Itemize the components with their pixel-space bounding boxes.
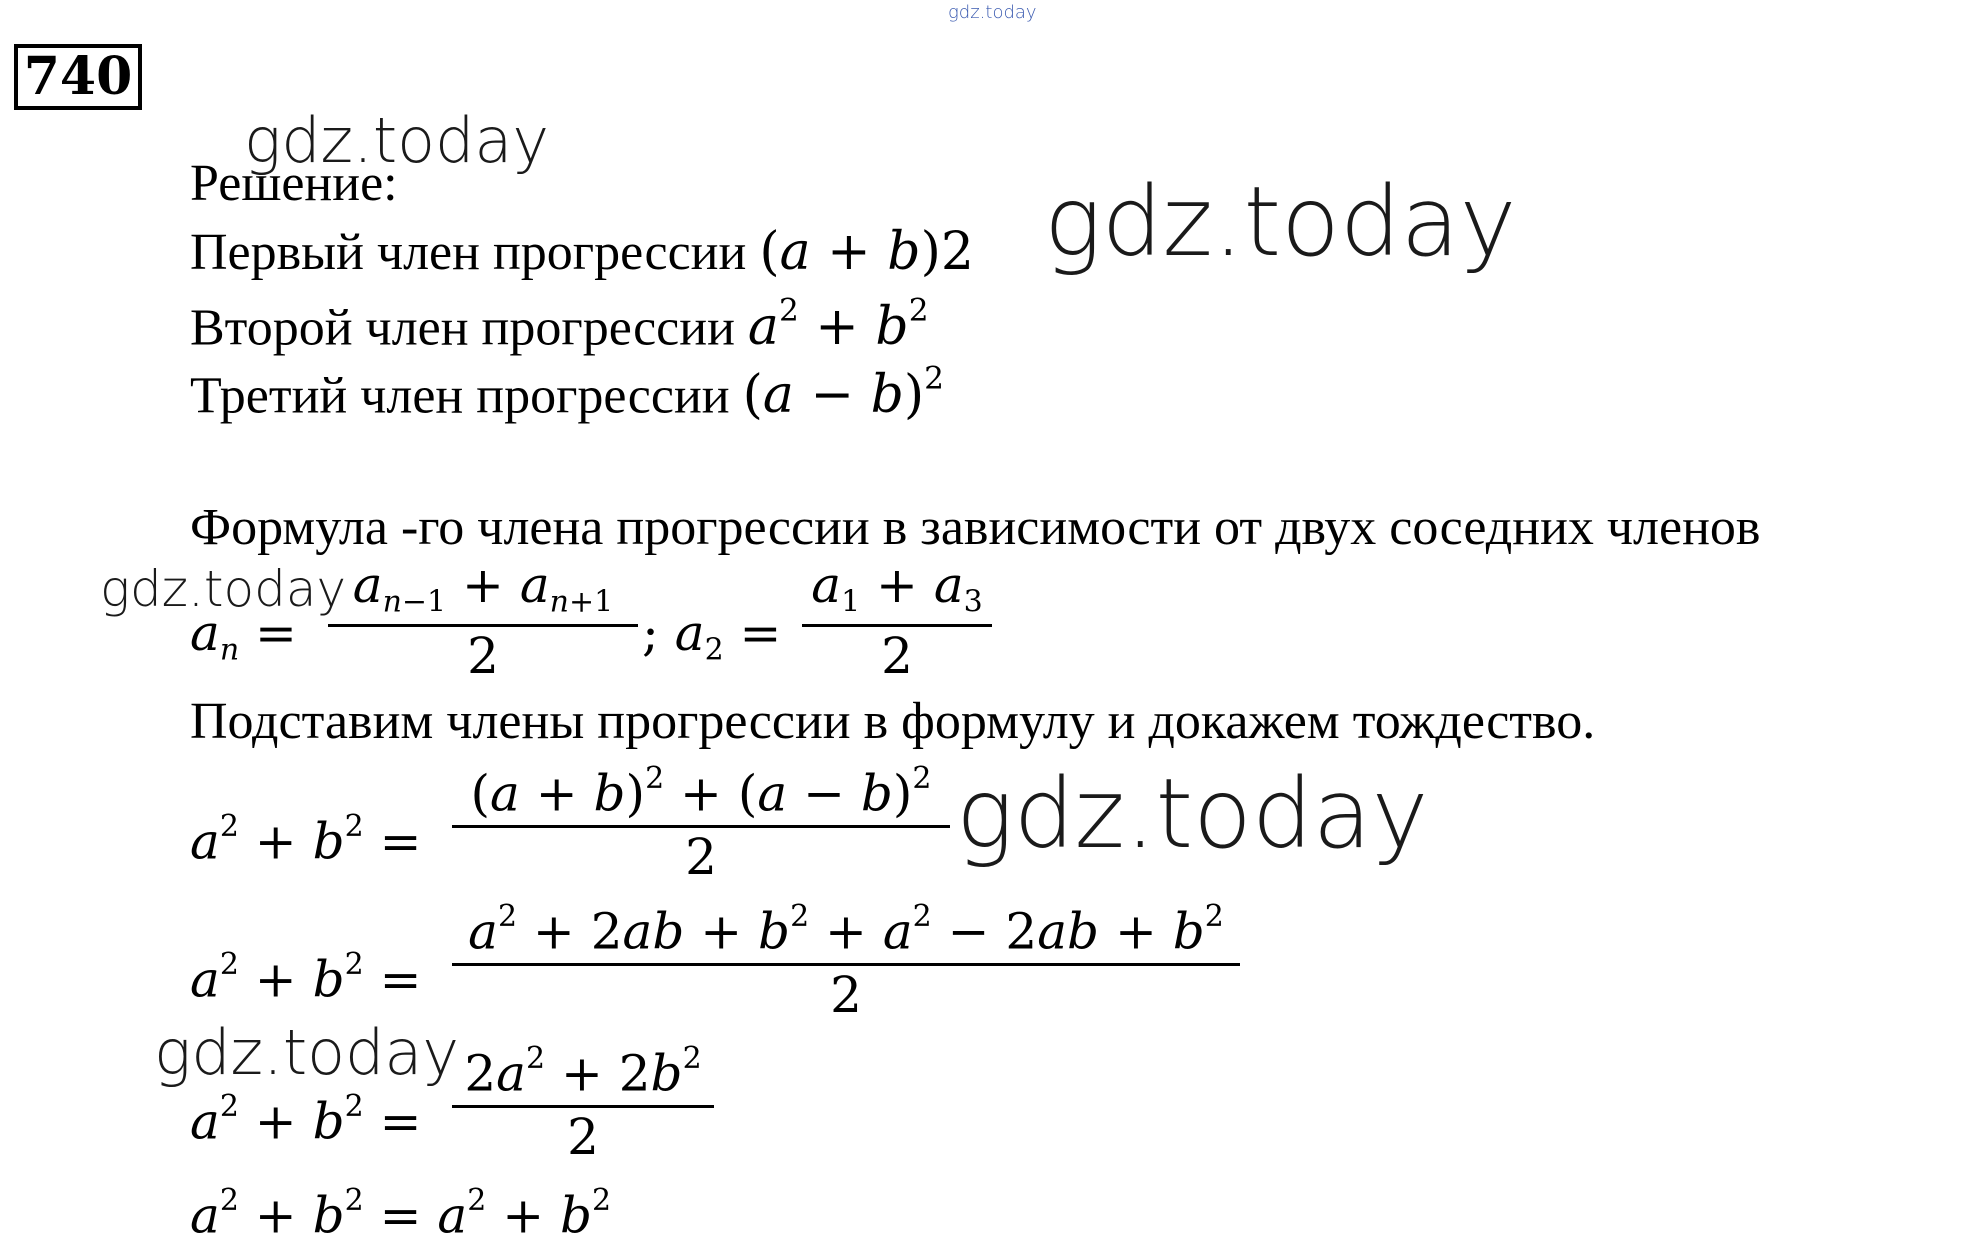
watermark: gdz.today [154,1016,460,1089]
term-line-3 [190,361,944,426]
formula-a2-fraction [802,556,992,685]
eq2-numerator: $a^2 + 2ab + b^2 + a^2 - 2ab + b^2$ [468,899,1224,961]
watermark-top: gdz.today [948,2,1037,23]
eq4-identity: $a^2 + b^2 = a^2 + b^2$ [190,1183,612,1245]
eq3-fraction [452,1041,714,1166]
formula-an-lhs: $a_n$ = [190,604,297,668]
watermark: gdz.today [956,758,1429,870]
eq1-lhs: $a^2 + b^2$ = [190,809,422,871]
eq3-numerator: $2a^2 + 2b^2$ [464,1041,702,1103]
term-3-expression: $(a - b)^2$ [742,361,944,426]
term-line-1 [190,222,974,282]
eq2-fraction [452,899,1240,1024]
formula-label: Формула -го члена прогрессии в зависимости от двух соседних членов [190,499,1761,556]
formula-an-fraction [328,556,638,685]
formula-a2-lhs: ; $a_2$ = [642,604,782,668]
eq1-numerator: $(a + b)^2 + (a - b)^2$ [470,761,932,823]
eq1-denominator: 2 [685,827,717,886]
formula-a2-denominator: 2 [881,626,913,685]
term-line-3-label: Третий член прогрессии [190,367,730,425]
eq1-fraction [452,761,950,886]
eq3-lhs: $a^2 + b^2$ = [190,1089,422,1151]
term-line-1-label: Первый член прогрессии [190,224,747,281]
term-1-expression: (a + b)2 [759,222,974,282]
substitute-text: Подставим члены прогрессии в формулу и докажем тождество. [190,693,1596,750]
solution-label: Решение: [190,155,398,212]
term-line-2-label: Второй член прогрессии [190,299,735,357]
watermark: gdz.today [100,560,347,618]
watermark: gdz.today [1044,166,1517,278]
watermark: gdz.today [244,104,550,177]
eq2-denominator: 2 [830,965,862,1024]
eq2-lhs: $a^2 + b^2$ = [190,947,422,1009]
formula-a2-numerator: $a_1 + a_3$ [811,556,983,620]
formula-an-denominator: 2 [467,626,499,685]
formula-an-numerator: $a_{n-1} + a_{n+1}$ [352,556,614,620]
problem-number: 740 [14,44,142,110]
term-2-expression: $a^2 + b^2$ [747,293,929,358]
eq3-denominator: 2 [567,1107,599,1166]
term-line-2 [190,293,929,358]
